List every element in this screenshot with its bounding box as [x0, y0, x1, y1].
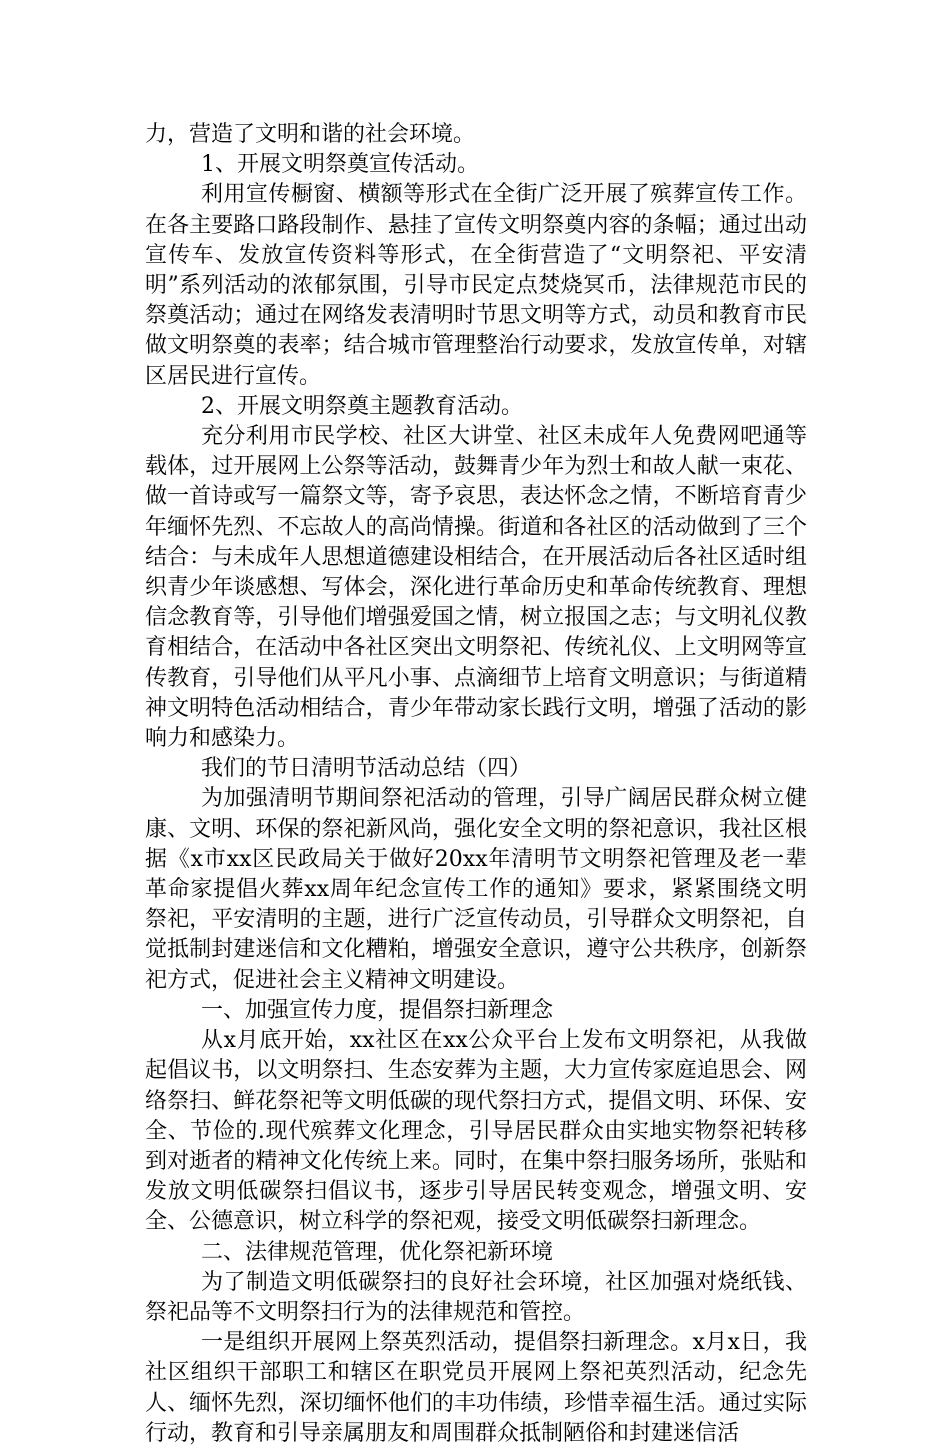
- paragraph-1: 力，营造了文明和谐的社会环境。: [145, 122, 476, 147]
- heading-3: 一、加强宣传力度，提倡祭扫新理念: [201, 997, 554, 1023]
- paragraph-2: 利用宣传橱窗、横额等形式在全街广泛开展了殡葬宣传工作。在各主要路口路段制作、悬挂了宣传文明祭奠内容的条幅；通过出动宣传车、发放宣传资料等形式，在全街营造了“文明祭祀、平安清明”系列活动的浓郁氛围，引导市民定点焚烧冥币，法律规范市民的祭奠活动；通过在网络发表清明时节思文明等方式，动员和教育市民做文明祭奠的表率；结合城市管理整治行动要求，发放宣传单，对辖区居民进行宣传。: [145, 182, 807, 389]
- paragraph-5: 从x月底开始，xx社区在xx公众平台上发布文明祭祀，从我做起倡议书，以文明祭扫、生态安葬为主题，大力宣传家庭追思会、网络祭扫、鲜花祭祀等文明低碳的现代祭扫方式，提倡文明、环保、安全、节俭的.现代殡葬文化理念，引导居民群众由实地实物祭祀转移到对逝者的精神文化传统上来。同时，在集中祭扫服务场所，张贴和发放文明低碳祭扫倡议书，逐步引导居民转变观念，增强文明、安全、公德意识，树立科学的祭祀观，接受文明低碳祭扫新理念。: [145, 1028, 807, 1235]
- paragraph-3: 充分利用市民学校、社区大讲堂、社区未成年人免费网吧通等载体，过开展网上公祭等活动，鼓舞青少年为烈士和故人献一束花、做一首诗或写一篇祭文等，寄予哀思，表达怀念之情，不断培育青少年缅怀先烈、不忘故人的高尚情操。街道和各社区的活动做到了三个结合：与未成年人思想道德建设相结合，在开展活动后各社区适时组织青少年谈感想、写体会，深化进行革命历史和革命传统教育、理想信念教育等，引导他们增强爱国之情，树立报国之志；与文明礼仪教育相结合，在活动中各社区突出文明祭祀、传统礼仪、上文明网等宣传教育，引导他们从平凡小事、点滴细节上培育文明意识；与街道精神文明特色活动相结合，青少年带动家长践行文明，增强了活动的影响力和感染力。: [145, 424, 807, 752]
- heading-2: 2、开展文明祭奠主题教育活动。: [201, 393, 523, 419]
- document-page: [145, 120, 807, 1449]
- heading-4: 二、法律规范管理，优化祭祀新环境: [201, 1239, 554, 1265]
- heading-1: 1、开展文明祭奠宣传活动。: [201, 152, 479, 178]
- paragraph-4: 为加强清明节期间祭祀活动的管理，引导广阔居民群众树立健康、文明、环保的祭祀新风尚，强化安全文明的祭祀意识，我社区根据《x市xx区民政局关于做好20xx年清明节文明祭祀管理及老一辈革命家提倡火葬xx周年纪念宣传工作的通知》要求，紧紧围绕文明祭祀，平安清明的主题，进行广泛宣传动员，引导群众文明祭祀，自觉抵制封建迷信和文化糟粕，增强安全意识，遵守公共秩序，创新祭祀方式，促进社会主义精神文明建设。: [145, 786, 807, 993]
- section-title: 我们的节日清明节活动总结（四）: [201, 756, 532, 782]
- paragraph-7: 一是组织开展网上祭英烈活动，提倡祭扫新理念。x月x日，我社区组织干部职工和辖区在职党员开展网上祭祀英烈活动，纪念先人、缅怀先烈，深切缅怀他们的丰功伟绩，珍惜幸福生活。通过实际行动，教育和引导亲属朋友和周围群众抵制陋俗和封建迷信活: [145, 1330, 807, 1446]
- paragraph-6: 为了制造文明低碳祭扫的良好社会环境，社区加强对烧纸钱、祭祀品等不文明祭扫行为的法律规范和管控。: [145, 1269, 807, 1325]
